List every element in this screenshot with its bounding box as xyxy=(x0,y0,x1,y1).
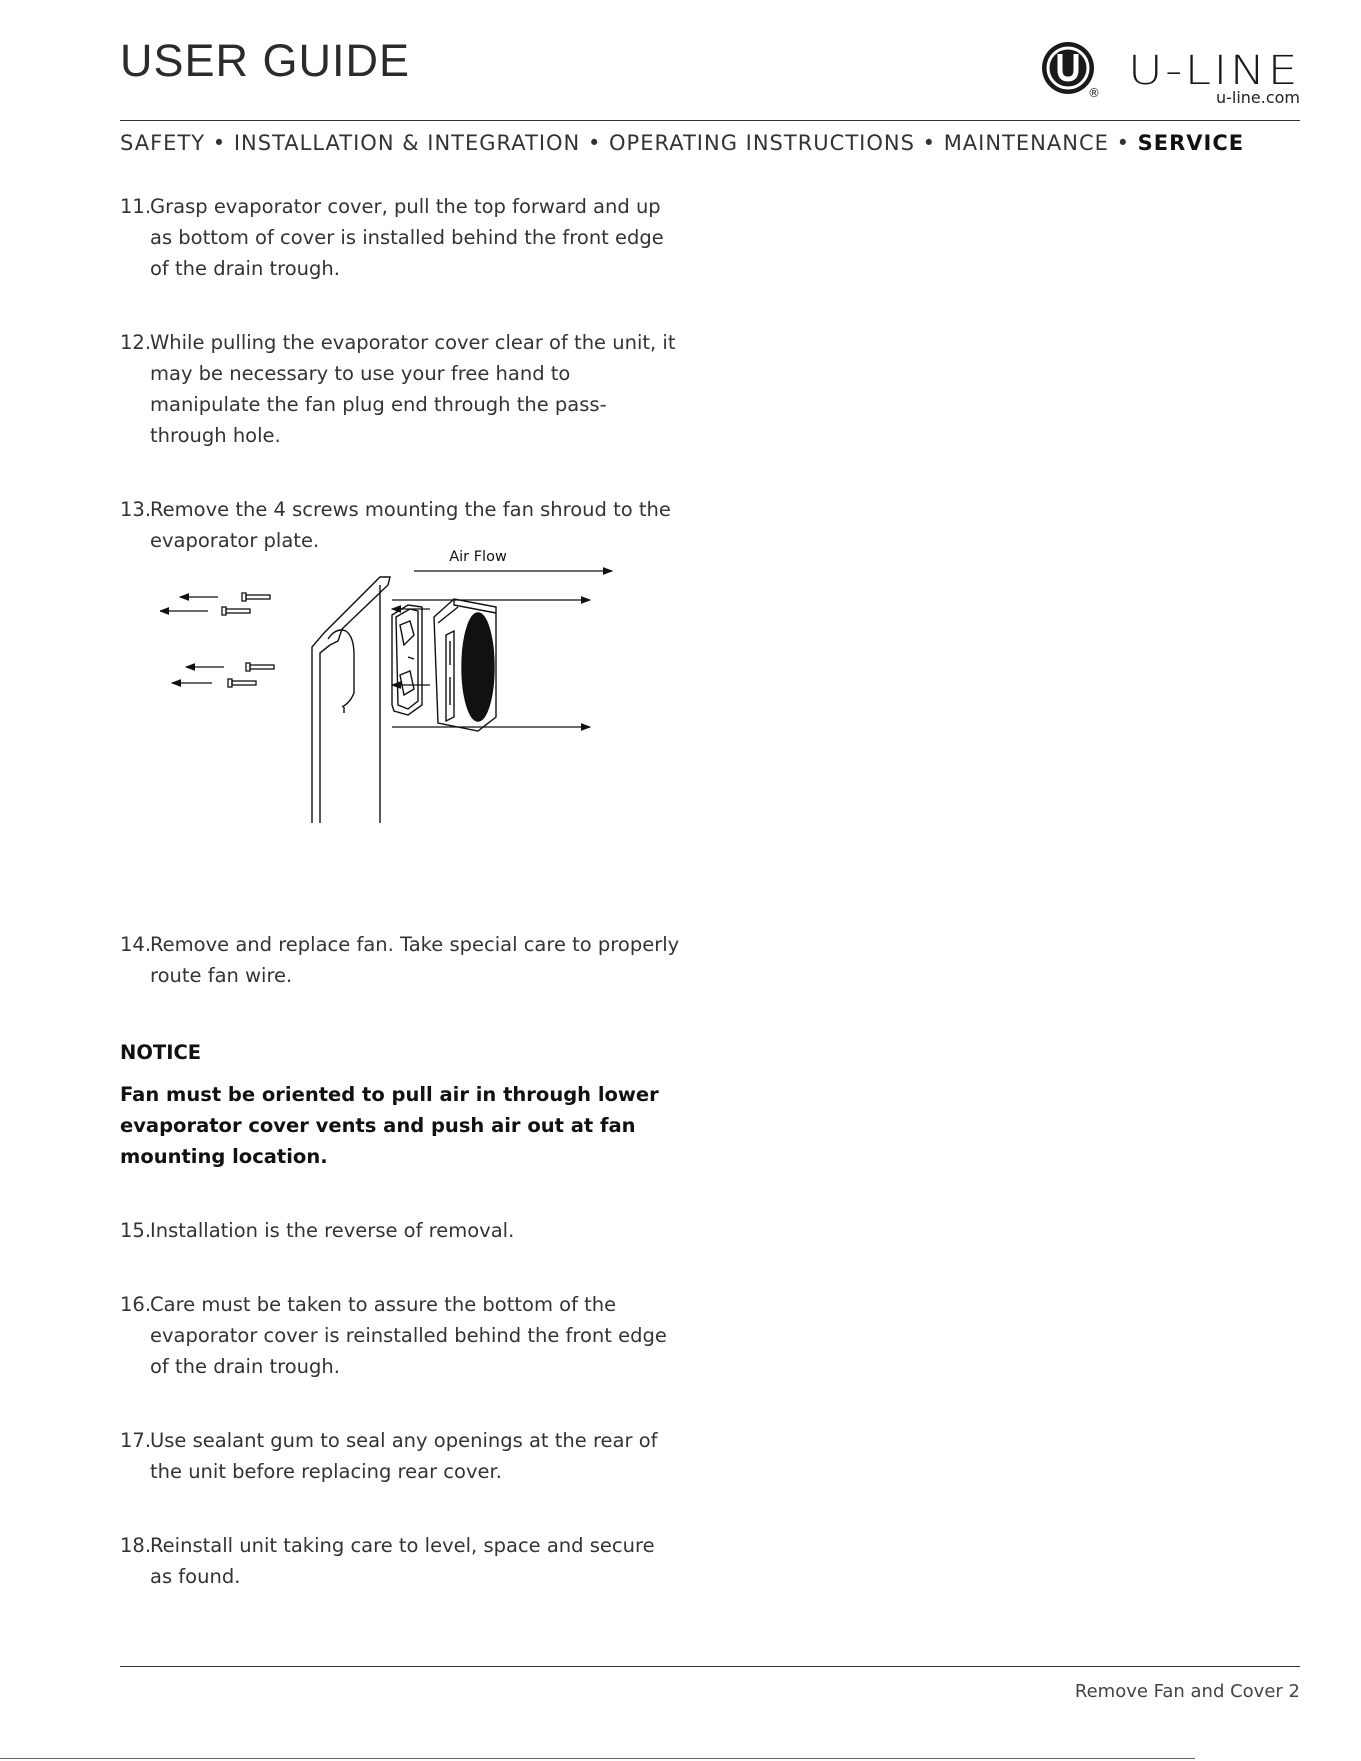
step-text: Remove and replace fan. Take special care to properly route fan wire. xyxy=(150,933,680,987)
nav-item-safety: SAFETY xyxy=(120,131,206,155)
screw xyxy=(222,607,250,615)
website-url: u-line.com xyxy=(1215,88,1300,107)
step-number: 18. xyxy=(120,1534,152,1557)
step-number: 14. xyxy=(120,933,152,956)
step-number: 16. xyxy=(120,1293,152,1316)
notice-title: NOTICE xyxy=(120,1041,202,1064)
nav-item-installation: INSTALLATION & INTEGRATION xyxy=(233,131,581,155)
step-text: Installation is the reverse of removal. xyxy=(150,1219,515,1242)
step-number: 15. xyxy=(120,1219,152,1242)
registered-mark: ® xyxy=(1088,86,1100,100)
fan xyxy=(392,605,422,715)
section-nav xyxy=(120,129,1300,157)
step-text: While pulling the evaporator cover clear of the unit, it may be necessary to use your free hand to manipulate the fan plug end through the pass-through hole. xyxy=(150,331,676,447)
notice-body: Fan must be oriented to pull air in through lower evaporator cover vents and push air out at fan mounting location. xyxy=(120,1083,659,1168)
nav-item-service: SERVICE xyxy=(1137,131,1245,155)
step-text: Use sealant gum to seal any openings at the rear of the unit before replacing rear cover. xyxy=(150,1429,658,1483)
footer-divider xyxy=(120,1666,1300,1667)
step-text: Reinstall unit taking care to level, space and secure as found. xyxy=(150,1534,655,1588)
nav-separator: • xyxy=(212,131,227,155)
evaporator-plate xyxy=(312,577,390,823)
page-edge xyxy=(0,1758,1195,1759)
step-15 xyxy=(120,1215,680,1246)
page-title: USER GUIDE xyxy=(120,35,411,86)
screw xyxy=(228,679,256,687)
step-number: 12. xyxy=(120,331,152,354)
step-number: 17. xyxy=(120,1429,152,1452)
step-number: 13. xyxy=(120,498,152,521)
step-text: Remove the 4 screws mounting the fan shroud to the evaporator plate. xyxy=(150,498,671,552)
step-text: Care must be taken to assure the bottom of the evaporator cover is reinstalled behind the front edge of the drain trough. xyxy=(150,1293,667,1378)
step-18 xyxy=(120,1530,680,1592)
nav-separator: • xyxy=(587,131,602,155)
nav-separator: • xyxy=(922,131,936,155)
nav-item-operating: OPERATING INSTRUCTIONS xyxy=(609,131,915,155)
step-text: Grasp evaporator cover, pull the top forward and up as bottom of cover is installed behind the front edge of the drain trough. xyxy=(150,195,664,280)
screw xyxy=(242,593,270,601)
step-12 xyxy=(120,327,680,451)
nav-item-maintenance: MAINTENANCE xyxy=(943,131,1109,155)
fan-shroud xyxy=(434,599,496,731)
nav-separator: • xyxy=(1116,131,1130,155)
header-divider xyxy=(120,120,1300,121)
airflow-label: Air Flow xyxy=(449,549,507,565)
step-17 xyxy=(120,1425,680,1487)
step-16 xyxy=(120,1289,680,1382)
screw xyxy=(246,663,274,671)
instructions xyxy=(120,191,680,1592)
step-11 xyxy=(120,191,680,284)
page-footer: Remove Fan and Cover 2 xyxy=(1074,1681,1300,1702)
fan-removal-diagram xyxy=(160,545,630,825)
step-14 xyxy=(120,929,680,991)
logo-text: U-LINE xyxy=(1128,48,1300,94)
step-number: 11. xyxy=(120,195,152,218)
